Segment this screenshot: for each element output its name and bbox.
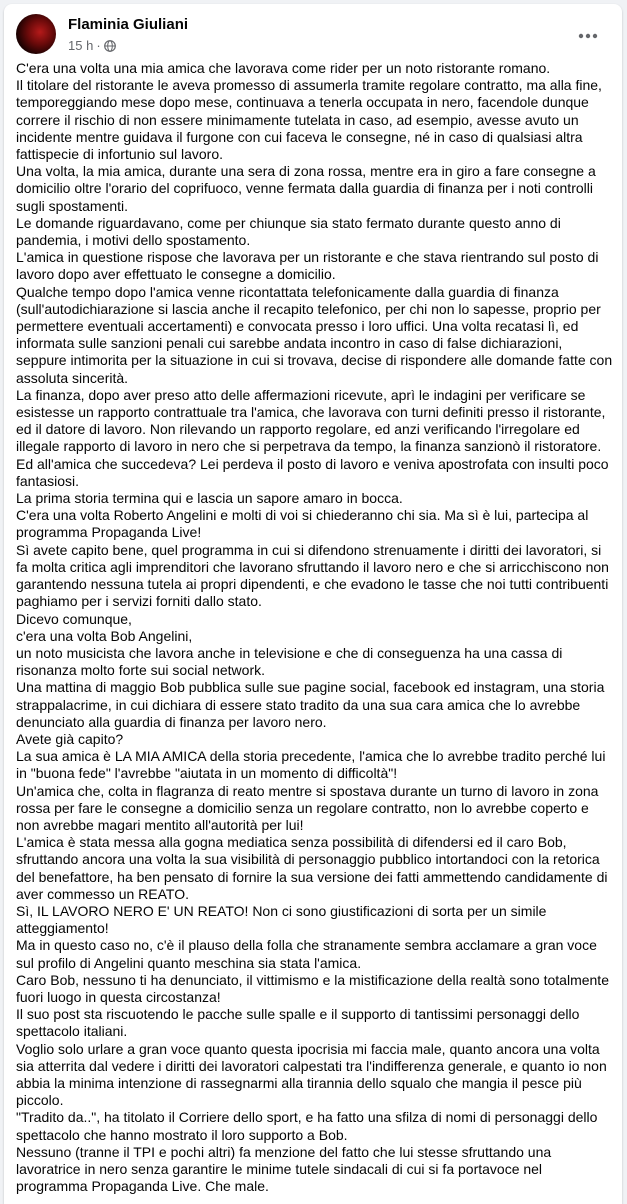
post-paragraph: L'amica è stata messa alla gogna mediatica senza possibilità di difendersi ed il caro Bob, sfruttando ancora una volta la sua visibilità di personaggio pubblico intortandoci con la retorica del benefattore, ha ben pensato di fornire la sua versione dei fatti ammettendo candidamente di aver commesso un REATO. <box>16 834 608 902</box>
post-paragraph: La prima storia termina qui e lascia un sapore amaro in bocca. <box>16 490 403 507</box>
post-paragraph: Un'amica che, colta in flagranza di reato mentre si spostava durante un turno di lavoro in zona rossa per fare le consegne a domicilio senza un regolare contratto, non lo avrebbe coperto e non avrebbe magari mentito all'autorità per lui! <box>16 782 599 833</box>
post-paragraph: Una volta, la mia amica, durante una sera di zona rossa, mentre era in giro a fare consegne a domicilio oltre l'orario del coprifuoco, venne fermata dalla guardia di finanza per i noti controlli sugli spostamenti. <box>16 163 596 214</box>
post-paragraph: Le domande riguardavano, come per chiunque sia stato fermato durante questo anno di pandemia, i motivi dello spostamento. <box>16 214 561 249</box>
post-paragraph: C'era una volta Roberto Angelini e molti di voi si chiederanno chi sia. Ma sì è lui, partecipa al programma Propaganda Live! <box>16 507 589 541</box>
post-paragraph: L'amica in questione rispose che lavorava per un ristorante e che stava rientrando sul posto di lavoro dopo aver effettuato le consegne a domicilio. <box>16 249 599 283</box>
more-options-button[interactable] <box>570 18 606 54</box>
post-paragraph: Avete già capito? <box>16 730 124 747</box>
post-paragraph: Ed all'amica che succedeva? Lei perdeva il posto di lavoro e veniva apostrofata con insulti poco fantasiosi. <box>16 455 609 489</box>
post-paragraph: Ma in questo caso no, c'è il plauso della folla che stranamente sembra acclamare a gran voce sul profilo di Angelini quanto meschina sia stata l'amica. <box>16 937 597 971</box>
post-paragraph: Il suo post sta riscuotendo le pacche sulle spalle e il supporto di tantissimi personaggi dello spettacolo italiani. <box>16 1006 580 1040</box>
post-paragraph: Dicevo comunque, <box>16 610 132 627</box>
post-paragraph: Sì, IL LAVORO NERO E' UN REATO! Non ci sono giustificazioni di sorta per un simile atteggiamento! <box>16 902 547 937</box>
post-paragraph: Nessuno (tranne il TPI e pochi altri) fa menzione del fatto che lui stesse sfruttando una lavoratrice in nero senza garantire le minime tutele sindacali di cui si fa portavoce nel programma Propaganda Live. Che male. <box>16 1143 552 1195</box>
post-paragraph: Qualche tempo dopo l'amica venne ricontattata telefonicamente dalla guardia di finanza (sull'autodichiarazione si lascia anche il recapito telefonico, per chi non lo sapesse, proprio per permettere eventuali accertamenti) e convocata presso i loro uffici. Una volta recatasi lì, ed informata sulle sanzioni penali cui sarebbe andata incontro in caso di false dichiarazioni, seppure intimorita per la situazione in cui si trovava, decise di rispondere alle domande fatte con assoluta sincerità. <box>16 283 613 386</box>
post-paragraph: "Tradito da..", ha titolato il Corriere dello sport, e ha fatto una sfilza di nomi di personaggi dello spettacolo che hanno mostrato il loro supporto a Bob. <box>16 1109 598 1143</box>
post-paragraph: Sì avete capito bene, quel programma in cui si difendono strenuamente i diritti dei lavoratori, si fa molta critica agli imprenditori che lavorano sfruttando il lavoro nero e che si arricchiscono non garantendo nessuna tutela ai propri dipendenti, e che evadono le tasse che noi tutti contribuenti paghiamo per i servizi forniti dallo stato. <box>16 541 609 610</box>
meta-separator: · <box>96 38 101 53</box>
post-paragraph: Una mattina di maggio Bob pubblica sulle sue pagine social, facebook ed instagram, una storia strappalacrime, in cui dichiara di essere stato tradito da una sua cara amica che lo avrebbe denunciato alla guardia di finanza per lavoro nero. <box>16 679 605 730</box>
post-paragraph: Il titolare del ristorante le aveva promesso di assumerla tramite regolare contratto, ma alla fine, temporeggiando mese dopo mese, continuava a tenerla occupata in nero, facendole dunque correre il rischio di non essere minimamente tutelata in caso, ad esempio, avesse avuto un incidente mentre guidava il furgone con cui faceva le consegne, né in caso di qualsiasi altra fattispecie di infortunio sul lavoro. <box>16 77 602 163</box>
globe-icon[interactable] <box>104 40 116 52</box>
post-paragraph: un noto musicista che lavora anche in televisione e che di conseguenza ha una cassa di risonanza molto forte sui social network. <box>16 644 563 679</box>
post-paragraph: Voglio solo urlare a gran voce quanto questa ipocrisia mi faccia male, quanto ancora una volta sia atterrita dal vedere i diritti dei lavoratori calpestati tra l'indifferenza generale, e quanto io non abbia la minima intenzione di rassegnarmi alla tirannia dello squalo che mangia il pesce più piccolo. <box>16 1040 607 1109</box>
post-timestamp[interactable]: 15 h <box>68 38 94 53</box>
post-text <box>16 60 616 1195</box>
post-meta <box>68 38 116 53</box>
more-options-icon <box>578 33 598 39</box>
post-paragraph: La sua amica è LA MIA AMICA della storia precedente, l'amica che lo avrebbe tradito perché lui in "buona fede" l'avrebbe "aiutata in un momento di difficoltà"! <box>16 748 606 782</box>
avatar[interactable] <box>16 14 56 54</box>
post-header <box>16 14 612 58</box>
author-name[interactable]: Flaminia Giuliani <box>68 16 189 33</box>
post-paragraph: C'era una volta una mia amica che lavorava come rider per un noto ristorante romano. <box>16 60 551 76</box>
post-card <box>4 4 622 1204</box>
post-paragraph: c'era una volta Bob Angelini, <box>16 627 193 644</box>
post-paragraph: Caro Bob, nessuno ti ha denunciato, il vittimismo e la mistificazione della realtà sono totalmente fuori luogo in questa circostanza! <box>16 971 609 1005</box>
post-paragraph: La finanza, dopo aver preso atto delle affermazioni ricevute, aprì le indagini per verificare se esistesse un rapporto contrattuale tra l'amica, che lavorava con turni definiti presso il ristorante, ed il datore di lavoro. Non rilevando un rapporto regolare, ed anzi verificando l'irregolare ed illegale rapporto di lavoro in nero che si perpetrava da tempo, la finanza sanzionò il ristoratore. <box>16 386 606 455</box>
